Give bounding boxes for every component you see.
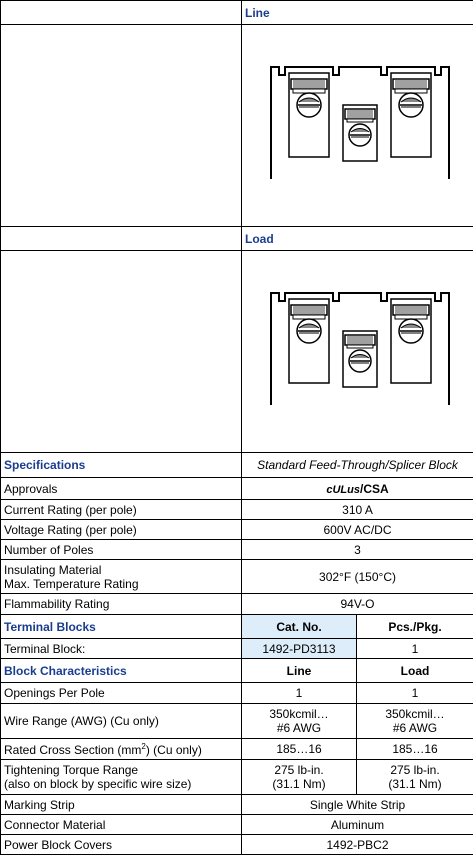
specifications-header-row — [1, 453, 473, 478]
spec-row — [1, 500, 473, 520]
spec-label-line: Insulating Material — [4, 562, 102, 577]
pcs-pkg-header: Pcs./Pkg. — [357, 615, 473, 639]
label-line: (also on block by specific wire size) — [4, 777, 192, 791]
terminal-blocks-title: Terminal Blocks — [1, 615, 242, 639]
ul-listing-mark: cULus — [326, 483, 360, 496]
terminal-blocks-header-row — [1, 615, 473, 639]
characteristic-row — [1, 795, 473, 815]
value-line: 275 lb-in. — [274, 763, 324, 777]
spec-label: Flammability Rating — [1, 594, 242, 615]
label-superscript: 2 — [141, 741, 146, 751]
value-line: (31.1 Nm) — [388, 777, 442, 791]
value-line: #6 AWG — [276, 721, 322, 735]
load-value: 1 — [357, 683, 473, 704]
characteristic-label: Openings Per Pole — [1, 683, 242, 704]
line-header-row — [1, 1, 473, 25]
characteristic-label: Wire Range (AWG) (Cu only) — [1, 704, 242, 739]
approvals-value — [242, 478, 473, 500]
characteristic-label: Power Block Covers — [1, 835, 242, 855]
spec-label-line: Max. Temperature Rating — [4, 576, 139, 591]
spec-label: Approvals — [1, 478, 242, 500]
spec-value: 310 A — [242, 500, 473, 520]
line-value — [242, 760, 357, 795]
value-line: 350kcmil… — [385, 707, 445, 721]
terminal-block-drawing — [263, 59, 453, 189]
terminal-block-label: Terminal Block: — [1, 639, 242, 659]
spec-row — [1, 594, 473, 615]
characteristic-label: Connector Material — [1, 815, 242, 835]
label-part: ) (Cu only) — [145, 742, 202, 757]
spec-value: 600V AC/DC — [242, 520, 473, 540]
spec-label: Number of Poles — [1, 540, 242, 560]
characteristic-value: Single White Strip — [242, 795, 473, 815]
line-image-row — [1, 25, 473, 227]
characteristic-label: Marking Strip — [1, 795, 242, 815]
spec-row — [1, 478, 473, 500]
specifications-subtitle: Standard Feed-Through/Splicer Block — [242, 453, 473, 478]
value-line: 350kcmil… — [269, 707, 329, 721]
empty-cell — [1, 1, 242, 25]
characteristic-row — [1, 815, 473, 835]
terminal-block-drawing — [263, 285, 453, 415]
empty-cell — [1, 227, 242, 251]
block-characteristics-header-row — [1, 659, 473, 683]
spec-row — [1, 520, 473, 540]
characteristic-value: 1492-PBC2 — [242, 835, 473, 855]
load-title: Load — [242, 227, 473, 251]
characteristic-row — [1, 739, 473, 760]
line-value: 1 — [242, 683, 357, 704]
characteristic-value: Aluminum — [242, 815, 473, 835]
line-title: Line — [242, 1, 473, 25]
spec-label: Current Rating (per pole) — [1, 500, 242, 520]
spec-label: Voltage Rating (per pole) — [1, 520, 242, 540]
spec-label — [1, 560, 242, 594]
load-value — [357, 760, 473, 795]
terminal-block-row — [1, 639, 473, 659]
specifications-title: Specifications — [1, 453, 242, 478]
line-terminal-block-drawing — [242, 25, 473, 227]
characteristic-row — [1, 835, 473, 855]
spec-row — [1, 560, 473, 594]
label-part: Rated Cross Section (mm — [4, 742, 142, 757]
load-value: 185…16 — [357, 739, 473, 760]
load-column-header: Load — [357, 659, 473, 683]
empty-cell — [1, 251, 242, 453]
line-value: 185…16 — [242, 739, 357, 760]
value-line: (31.1 Nm) — [272, 777, 326, 791]
label-line: Tightening Torque Range — [4, 763, 139, 777]
value-line: 275 lb-in. — [390, 763, 440, 777]
characteristic-row — [1, 760, 473, 795]
load-image-row — [1, 251, 473, 453]
load-terminal-block-drawing — [242, 251, 473, 453]
empty-cell — [1, 25, 242, 227]
line-column-header: Line — [242, 659, 357, 683]
load-value — [357, 704, 473, 739]
value-line: #6 AWG — [392, 721, 438, 735]
approvals-text: /CSA — [359, 481, 389, 496]
line-value — [242, 704, 357, 739]
characteristic-row — [1, 704, 473, 739]
spec-value: 302°F (150°C) — [242, 560, 473, 594]
load-header-row — [1, 227, 473, 251]
cat-no-value: 1492-PD3113 — [242, 639, 357, 659]
spec-value: 3 — [242, 540, 473, 560]
spec-row — [1, 540, 473, 560]
characteristic-row — [1, 683, 473, 704]
block-characteristics-title: Block Characteristics — [1, 659, 242, 683]
pcs-pkg-value: 1 — [357, 639, 473, 659]
cat-no-header: Cat. No. — [242, 615, 357, 639]
spec-value: 94V-O — [242, 594, 473, 615]
characteristic-label — [1, 739, 242, 760]
characteristic-label — [1, 760, 242, 795]
